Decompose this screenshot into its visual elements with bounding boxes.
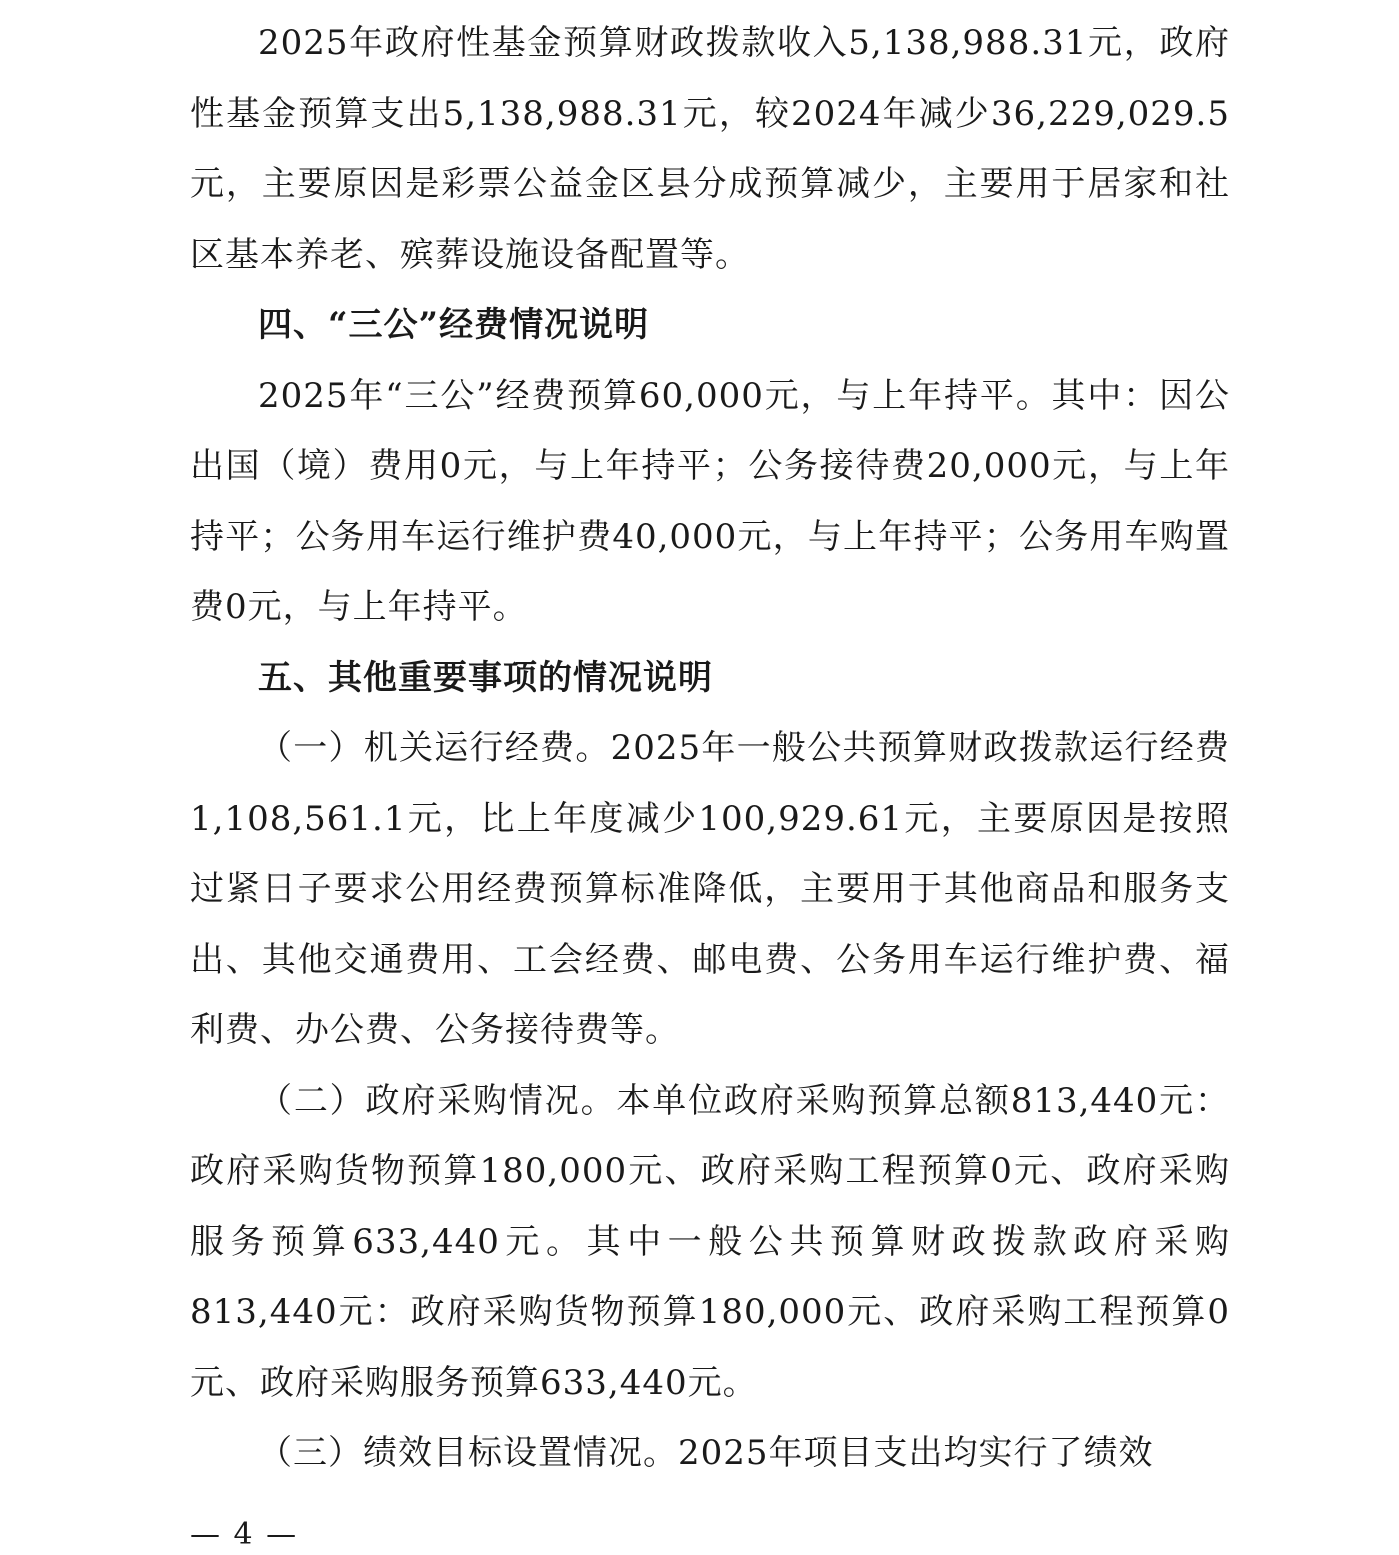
section-heading-other-matters: 五、其他重要事项的情况说明	[258, 657, 713, 698]
section-heading-three-public: 四、“三公”经费情况说明	[258, 305, 650, 345]
paragraph-performance-targets: （三）绩效目标设置情况。2025年项目支出均实行了绩效	[258, 1433, 1154, 1473]
paragraph-operating-expenses: （一）机关运行经费。2025年一般公共预算财政拨款运行经费1,108,561.1元，比上年度减少100,929.61元，主要原因是按照过紧日子要求公用经费预算标准降低，主要用于其他商品和服务支出、其他交通费用、工会经费、邮电费、公务用车运行维护费、福利费、办公费、公务接待费等。	[190, 728, 1230, 1050]
document-body	[190, 8, 1230, 1489]
paragraph-three-public-expenses: 2025年“三公”经费预算60,000元，与上年持平。其中：因公出国（境）费用0元，与上年持平；公务接待费20,000元，与上年持平；公务用车运行维护费40,000元，与上年持平；公务用车购置费0元，与上年持平。	[190, 375, 1230, 627]
paragraph-fund-budget: 2025年政府性基金预算财政拨款收入5,138,988.31元，政府性基金预算支出5,138,988.31元，较2024年减少36,229,029.5元，主要原因是彩票公益金区县分成预算减少，主要用于居家和社区基本养老、殡葬设施设备配置等。	[190, 23, 1230, 275]
page-number: — 4 —	[190, 1517, 299, 1552]
paragraph-government-procurement: （二）政府采购情况。本单位政府采购预算总额813,440元：政府采购货物预算180,000元、政府采购工程预算0元、政府采购服务预算633,440元。其中一般公共预算财政拨款政府采购813,440元：政府采购货物预算180,000元、政府采购工程预算0元、政府采购服务预算633,440元。	[190, 1080, 1230, 1403]
